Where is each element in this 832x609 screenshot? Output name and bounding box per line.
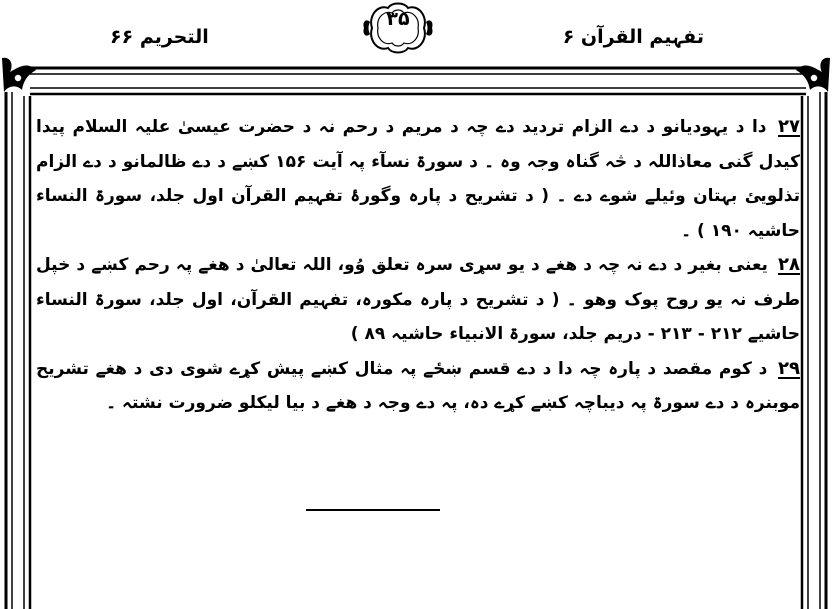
- footnote-27: [36, 110, 800, 248]
- footnote-number: ۲۸: [778, 254, 801, 275]
- footnote-text: دا د یہودیانو د دے الزام تردید دے چہ د مریم د رحم نہ د حضرت عیسیٰ علیہ السلام پیدا کیدل گنی معاذاللہ د څہ گناہ وجہ وہ ۔ د سورۃ نسآء پہ آیت ۱۵۶ کښے د دے ظالمانو د دے الزام تذلویئ بہتان وئیلے شوے دے ۔ ( د تشریح د پارہ وگورۂ تفہیم القرآن اول جلد، سورۃ النساء حاشیہ ۱۹۰ ) ۔: [36, 117, 800, 241]
- running-header-book: تفہیم القرآن ۶: [562, 26, 704, 48]
- page-number: ۳۵: [386, 8, 410, 30]
- footnote-29: [36, 352, 800, 421]
- footnote-text: د کوم مقصد د پارہ چہ دا د دے قسم ښځے پہ مثال کښے پیش کړے شوی دی د ھغے تشریح موبنرہ د دے سورۃ پہ دیباچہ کښے کړے دہ، پہ دے وجہ د ھغے د بیا لیکلو ضرورت نشتہ ۔: [36, 358, 800, 413]
- footnote-number: ۲۹: [778, 357, 800, 379]
- footnote-28: [36, 248, 800, 352]
- end-divider: [306, 509, 440, 511]
- footnotes-body: [36, 110, 800, 421]
- running-header-surah: التحریم ۶۶: [110, 26, 209, 48]
- footnote-number: ۲۷: [778, 116, 800, 137]
- footnote-text: یعنی بغیر د دے نہ چہ د ھغے د یو سړی سرہ تعلق وُو، اللہ تعالیٰ د ھغے پہ رحم کښے د خپل طرف نہ یو روح پوک وھو ۔ ( د تشریح د پارہ مکورہ، تفہیم القرآن، اول جلد، سورۃ النساء حاشیے ۲۱۲ - ۲۱۳ - دریم جلد، سورۃ الانبیاء حاشیہ ۸۹ ): [36, 255, 800, 344]
